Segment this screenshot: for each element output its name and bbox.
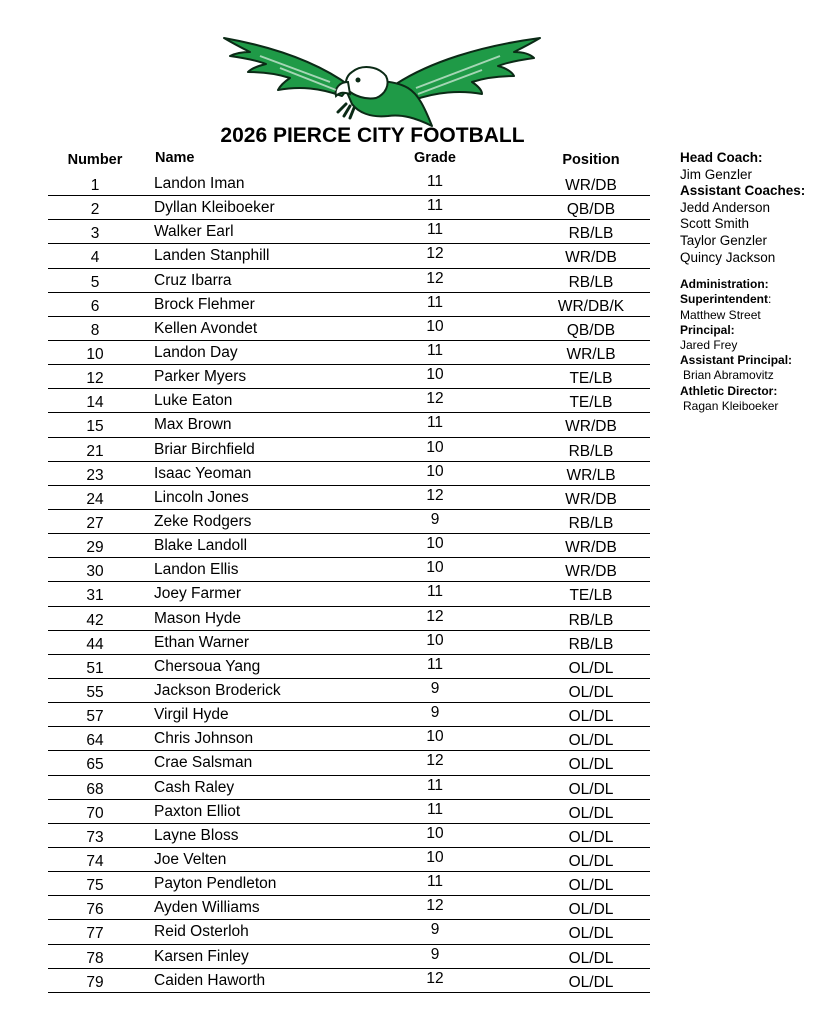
player-name: Dyllan Kleiboeker [154,199,275,217]
player-number: 70 [86,804,104,822]
player-number: 42 [86,611,104,629]
player-grade: 12 [426,897,444,915]
player-position: OL/DL [568,804,614,822]
player-name: Parker Myers [154,368,247,386]
player-number: 5 [90,273,100,291]
assistant-coach-name: Jedd Anderson [680,199,771,215]
table-row [48,679,650,703]
table-row [48,486,650,510]
player-grade: 11 [426,776,444,794]
player-name: Joe Velten [154,850,227,868]
player-grade: 11 [426,414,444,432]
player-number: 27 [86,514,104,532]
player-number: 76 [86,901,104,919]
player-number: 31 [86,587,104,605]
player-grade: 12 [426,390,444,408]
player-position: RB/LB [568,635,614,653]
table-row [48,703,650,727]
table-row [48,872,650,896]
player-grade: 12 [426,245,444,263]
player-number: 57 [86,708,104,726]
player-position: OL/DL [568,901,614,919]
table-row [48,776,650,800]
player-number: 10 [86,345,104,363]
player-grade: 10 [426,462,444,480]
player-name: Crae Salsman [154,754,253,772]
player-name: Payton Pendleton [154,875,277,893]
player-grade: 10 [426,559,444,577]
table-row [48,800,650,824]
player-grade: 11 [426,173,444,190]
player-number: 12 [86,370,104,388]
table-row [48,824,650,848]
table-row [48,945,650,969]
player-position: TE/LB [569,394,613,412]
table-row [48,438,650,462]
table-row [48,317,650,341]
player-grade: 10 [426,317,444,335]
player-position: OL/DL [568,756,614,774]
table-row [48,558,650,582]
table-row [48,341,650,365]
table-row [48,413,650,437]
player-number: 74 [86,852,104,870]
player-number: 68 [86,780,104,798]
player-grade: 10 [426,631,444,649]
player-grade: 9 [430,510,440,528]
table-row [48,365,650,389]
table-row [48,582,650,606]
player-grade: 12 [426,752,444,770]
player-position: RB/LB [568,273,614,291]
player-name: Chersoua Yang [154,657,261,675]
player-name: Jackson Broderick [154,681,281,699]
column-header-name: Name [155,150,195,166]
player-name: Kellen Avondet [154,319,258,337]
table-row [48,293,650,317]
player-name: Landen Stanphill [154,247,270,265]
table-row [48,172,650,196]
player-number: 75 [86,877,104,895]
player-grade: 10 [426,366,444,384]
player-grade: 11 [426,800,444,818]
player-name: Paxton Elliot [154,802,241,820]
player-position: OL/DL [568,852,614,870]
table-row [48,727,650,751]
player-number: 21 [86,442,104,460]
superintendent-label: Superintendent [680,292,769,307]
player-position: OL/DL [568,708,614,726]
player-number: 1 [90,177,100,194]
player-name: Max Brown [154,416,232,434]
player-name: Ethan Warner [154,633,250,651]
player-position: WR/DB [565,563,617,581]
player-grade: 10 [426,535,444,553]
player-number: 29 [86,539,104,557]
athletic-director-name: Ragan Kleiboeker [683,398,779,413]
roster-table [48,172,650,993]
player-name: Landon Ellis [154,561,239,579]
player-name: Layne Bloss [154,826,239,844]
player-position: WR/DB/K [557,297,625,315]
player-position: OL/DL [568,659,614,677]
assistant-coaches-label: Assistant Coaches: [680,183,806,199]
player-grade: 11 [426,197,444,215]
table-row [48,969,650,993]
player-position: OL/DL [568,877,614,895]
column-header-grade: Grade [414,150,456,166]
player-number: 51 [86,659,104,677]
player-grade: 10 [426,438,444,456]
column-header-position: Position [562,152,620,168]
eagle-logo-icon [220,34,544,130]
player-name: Landon Day [154,343,238,361]
athletic-director-label: Athletic Director: [680,383,778,398]
player-number: 55 [86,683,104,701]
player-position: TE/LB [569,587,613,605]
player-position: OL/DL [568,828,614,846]
player-position: TE/LB [569,370,613,388]
player-name: Chris Johnson [154,730,254,748]
player-name: Brock Flehmer [154,295,255,313]
assistant-coach-name: Taylor Genzler [680,232,768,248]
player-name: Reid Osterloh [154,923,249,941]
superintendent-name: Matthew Street [680,307,761,322]
player-number: 14 [86,394,104,412]
player-name: Blake Landoll [154,537,248,555]
assistant-coach-name: Quincy Jackson [680,249,776,265]
administration-label: Administration: [680,277,769,292]
player-position: OL/DL [568,925,614,943]
player-grade: 11 [426,221,444,239]
player-number: 65 [86,756,104,774]
assistant-principal-label: Assistant Principal: [680,353,793,368]
player-number: 24 [86,490,104,508]
player-grade: 10 [426,848,444,866]
player-position: OL/DL [568,780,614,798]
assistant-coach-name: Scott Smith [680,216,750,232]
table-row [48,534,650,558]
player-number: 44 [86,635,104,653]
player-name: Briar Birchfield [154,440,255,458]
assistant-principal-name: Brian Abramovitz [683,368,774,383]
player-grade: 11 [426,873,444,891]
player-name: Cruz Ibarra [154,271,232,289]
player-number: 73 [86,828,104,846]
player-position: RB/LB [568,442,614,460]
player-position: OL/DL [568,973,614,991]
player-grade: 12 [426,269,444,287]
table-row [48,920,650,944]
table-row [48,510,650,534]
player-number: 78 [86,949,104,967]
player-name: Zeke Rodgers [154,512,252,530]
page-title: 2026 PIERCE CITY FOOTBALL [220,124,525,147]
player-position: RB/LB [568,225,614,243]
player-number: 64 [86,732,104,750]
player-name: Landon Iman [154,175,245,192]
player-number: 3 [90,225,100,243]
player-name: Isaac Yeoman [154,464,252,482]
player-number: 2 [90,201,100,219]
player-grade: 11 [426,341,444,359]
player-grade: 9 [430,945,440,963]
head-coach-name: Jim Genzler [680,166,753,182]
principal-name: Jared Frey [680,337,738,352]
player-name: Caiden Haworth [154,971,266,989]
player-grade: 10 [426,728,444,746]
player-number: 4 [90,249,100,267]
player-position: OL/DL [568,683,614,701]
player-name: Ayden Williams [154,899,260,917]
principal-label: Principal: [680,322,735,337]
player-position: WR/LB [566,345,616,363]
player-name: Walker Earl [154,223,234,241]
player-name: Mason Hyde [154,609,242,627]
player-name: Lincoln Jones [154,488,249,506]
table-row [48,896,650,920]
player-position: QB/DB [566,201,616,219]
player-grade: 9 [430,921,440,939]
player-number: 8 [90,321,100,339]
player-grade: 11 [426,293,444,311]
player-grade: 11 [426,583,444,601]
player-name: Karsen Finley [154,947,249,965]
player-grade: 11 [426,655,444,673]
player-number: 15 [86,418,104,436]
player-grade: 12 [426,969,444,987]
player-name: Cash Raley [154,778,235,796]
player-grade: 12 [426,607,444,625]
player-number: 23 [86,466,104,484]
table-row [48,631,650,655]
player-position: WR/LB [566,466,616,484]
player-number: 30 [86,563,104,581]
player-position: WR/DB [565,418,617,436]
table-row [48,244,650,268]
player-position: RB/LB [568,611,614,629]
player-grade: 10 [426,824,444,842]
table-row [48,751,650,775]
table-row [48,220,650,244]
player-position: WR/DB [565,249,617,267]
staff-panel [680,150,819,414]
table-row [48,389,650,413]
player-number: 79 [86,973,104,991]
column-header-number: Number [67,152,123,168]
player-number: 77 [86,925,104,943]
superintendent-row [680,292,819,307]
superintendent-colon: : [768,292,772,307]
player-grade: 12 [426,486,444,504]
table-row [48,607,650,631]
player-grade: 9 [430,704,440,722]
player-position: WR/DB [565,177,617,194]
table-row [48,462,650,486]
player-position: OL/DL [568,732,614,750]
player-grade: 9 [430,679,440,697]
player-name: Luke Eaton [154,392,233,410]
table-row [48,269,650,293]
player-name: Joey Farmer [154,585,241,603]
player-number: 6 [90,297,100,315]
player-position: QB/DB [566,321,616,339]
player-position: WR/DB [565,490,617,508]
table-row [48,848,650,872]
head-coach-label: Head Coach: [680,150,763,165]
player-position: OL/DL [568,949,614,967]
table-row [48,196,650,220]
player-position: RB/LB [568,514,614,532]
player-name: Virgil Hyde [154,706,229,724]
player-position: WR/DB [565,539,617,557]
table-row [48,655,650,679]
